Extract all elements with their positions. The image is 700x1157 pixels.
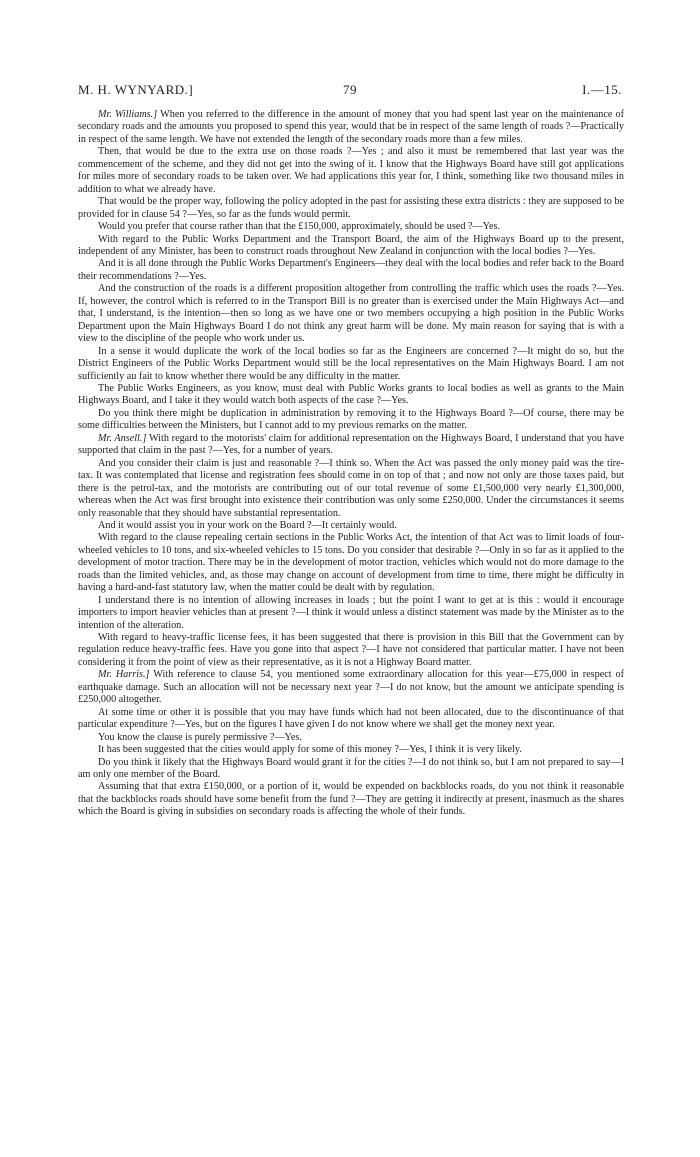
paragraph-text: Do you think it likely that the Highways Board would grant it for the cities ?—I do not think so, but I am not prepared to say—I am only one member of the Board. (78, 756, 624, 781)
paragraph-text: It has been suggested that the cities would apply for some of this money ?—Yes, I think it is very likely. (98, 744, 522, 756)
paragraph (78, 458, 624, 520)
paragraph-text: And the construction of the roads is a different proposition altogether from controlling the traffic which uses the roads ?—Yes. If, however, the control which is referred to in the Transport Bill is no greater than is exercised under the Main Highways Act—and that, I understand, is the intention—then so long as we have one or two members occupying a high position in the Public Works Department upon the Main Highways Board I do not think any great harm will be done. My main reason for saying that is with a view to the discipline of the people who work under us. (78, 283, 624, 345)
paragraph (78, 408, 624, 433)
paragraph (78, 234, 624, 259)
paragraph (78, 221, 624, 233)
paragraph (78, 595, 624, 632)
paragraph-text: Assuming that that extra £150,000, or a portion of it, would be expended on backblocks roads, do you not think it reasonable that the backblocks roads should have some benefit from the fund ?—They are getting it indirectly at present, inasmuch as the shares which the Board is giving in subsidies on secondary roads is affecting the whole of their funds. (78, 781, 624, 818)
paragraph (78, 196, 624, 221)
paragraph-text: With reference to clause 54, you mentioned some extraordinary allocation for this year—£75,000 in respect of earthquake damage. Such an allocation will not be necessary next year ?—I do not know, but the amount we anticipate spending is £250,000 altogether. (78, 669, 625, 706)
paragraph-text: I understand there is no intention of allowing increases in loads ; but the point I want to get at is this : would it encourage importers to import heavier vehicles than at present ?—I think it would unless a distinct statement was made by the Minister as to the intention of the alteration. (78, 594, 624, 631)
paragraph-text: With regard to the motorists' claim for additional representation on the Highways Board, I understand that you have supported that claim in the past ?—Yes, for a number of years. (78, 432, 624, 457)
paragraph (78, 146, 624, 196)
paragraph (78, 632, 624, 669)
document-body (78, 109, 624, 819)
paragraph (78, 346, 624, 383)
paragraph-text: Do you think there might be duplication in administration by removing it to the Highways Board ?—Of course, there may be some difficulties between the Ministers, but I cannot add to my previous remarks on the matter. (78, 407, 624, 432)
paragraph (78, 781, 624, 818)
paragraph-text: With regard to the clause repealing certain sections in the Public Works Act, the intention of that Act was to limit loads of four-wheeled vehicles to 10 tons, and six-wheeled vehicles to 15 tons. Do you consider that desirable ?—Only in so far as it applied to the development of motor traction. There may be in the development of motor traction, vehicles which would not do more damage to the roads than the limited vehicles, and, as those may change on account of development from time to time, there might be difficulty in having a hard-and-fast statutory law, when the matter could be dealt with by regulation. (78, 532, 624, 594)
paragraph-text: In a sense it would duplicate the work of the local bodies so far as the Engineers are concerned ?—It might do so, but the District Engineers of the Public Works Department would still be the local representatives on the Main Highways Board. I am not sufficiently au fait to know whether there would be any difficulty in the matter. (78, 345, 624, 382)
paragraph (78, 757, 624, 782)
paragraph-text: That would be the proper way, following the policy adopted in the past for assisting these extra districts : they are supposed to be provided for in clause 54 ?—Yes, so far as the funds would permit. (78, 196, 624, 220)
paragraph-text: The Public Works Engineers, as you know, must deal with Public Works grants to local bodies as well as grants to the Main Highways Board, and I take it they would watch both aspects of the case ?—Yes. (78, 382, 624, 407)
header-witness-name: M. H. WYNYARD.] (78, 82, 194, 97)
speaker: Mr. Williams.] (98, 109, 158, 120)
paragraph (78, 669, 624, 706)
paragraph (78, 732, 624, 744)
document-reference: I.—15. (582, 82, 622, 97)
paragraph (78, 707, 624, 732)
paragraph (78, 744, 624, 756)
paragraph-text: With regard to the Public Works Department and the Transport Board, the aim of the Highways Board up to the present, independent of any Minister, has been to construct roads throughout New Zealand in conjunction with the local bodies ?—Yes. (78, 233, 624, 257)
paragraph (78, 532, 624, 594)
paragraph-text: And you consider their claim is just and reasonable ?—I think so. When the Act was passed the only money paid was the tire-tax. It was contemplated that license and registration fees should come in on top of that ; and now not only are those taxes paid, but there is the petrol-tax, and the motorists are contributing out of our total revenue of some £1,500,000 very nearly £1,300,000, whereas when the Act was first brought into existence their contribution was only some £250,000. Under the circumstances it seems only reasonable that they should have substantial representation. (78, 457, 624, 519)
paragraph-text: Would you prefer that course rather than that the £150,000, approximately, should be used ?—Yes. (98, 221, 501, 233)
speaker: Mr. Ansell.] (98, 432, 147, 444)
paragraph-text: With regard to heavy-traffic license fees, it has been suggested that there is provision in this Bill that the Government can by regulation reduce heavy-traffic fees. Have you gone into that aspect ?—I have not considered that particular matter. I have not been considering it from the point of view as their representative, as it is not a Highway Board matter. (78, 632, 624, 668)
paragraph (78, 383, 624, 408)
paragraph-text: You know the clause is purely permissive ?—Yes. (98, 731, 302, 743)
paragraph-text: Then, that would be due to the extra use on those roads ?—Yes ; and also it must be remembered that last year was the commencement of the scheme, and they did not get into the swing of it. I know that the Highways Board have still got applications for miles more of secondary roads to be taken over. We had applications this year for, I think, something like two thousand miles in addition to what we already have. (78, 146, 624, 195)
paragraph (78, 109, 624, 146)
speaker: Mr. Harris.] (98, 669, 150, 681)
page-header (78, 82, 622, 100)
paragraph (78, 283, 624, 345)
paragraph (78, 520, 624, 532)
paragraph (78, 258, 624, 283)
paragraph-text: And it would assist you in your work on the Board ?—It certainly would. (98, 519, 397, 531)
paragraph-text: And it is all done through the Public Works Department's Engineers—they deal with the local bodies and refer back to the Board their recommendations ?—Yes. (78, 258, 624, 282)
paragraph (78, 433, 624, 458)
page-number: 79 (343, 82, 357, 97)
paragraph-text: At some time or other it is possible that you may have funds which had not been allocated, due to the discontinuance of that particular expenditure ?—Yes, but on the figures I have given I do not know where we shall get the money next year. (78, 706, 624, 731)
paragraph-text: When you referred to the difference in the amount of money that you had spent last year on the maintenance of secondary roads and the amounts you proposed to spend this year, would that be in respect of the same length of roads ?—Practically in respect of the same length. We have not extended the length of the secondary roads more than a few miles. (78, 109, 624, 145)
